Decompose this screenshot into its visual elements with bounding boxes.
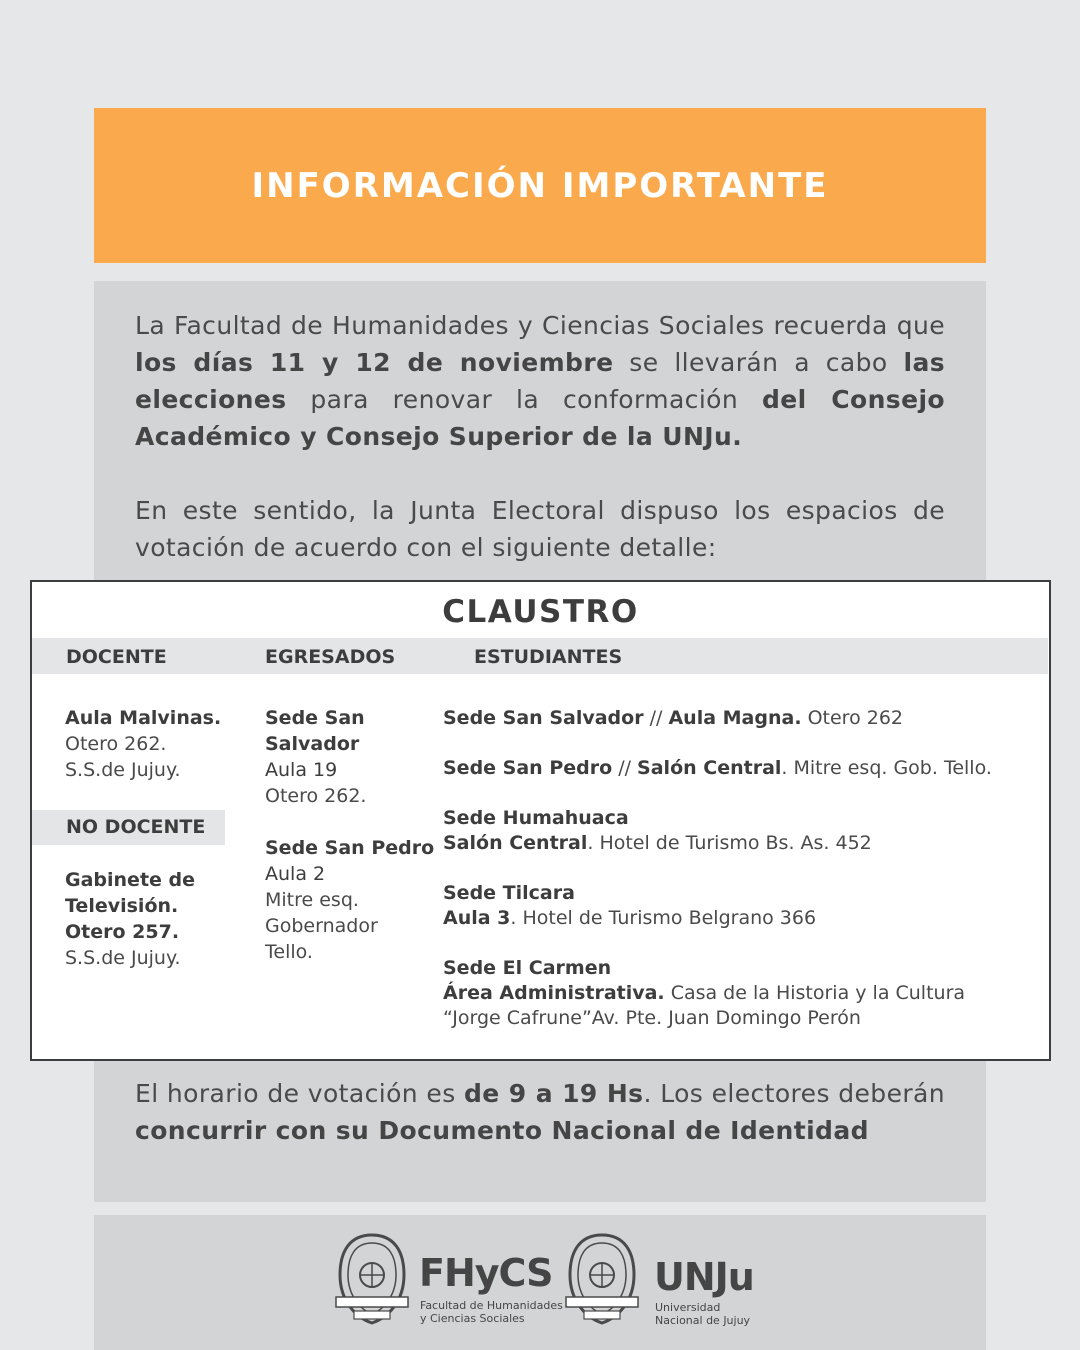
egresados-sede-2: Sede San Pedro (265, 837, 435, 859)
schedule-text-run: concurrir con su Documento Nacional de Identidad (135, 1116, 869, 1145)
estudiantes-lugar: Área Administrativa. (443, 982, 665, 1004)
estudiantes-lugar: Salón Central (637, 757, 782, 779)
no-docente-location (65, 867, 195, 971)
unju-logo-subtitle (655, 1301, 750, 1327)
schedule-text-run: de 9 a 19 Hs (464, 1079, 644, 1108)
fhycs-subtitle-line-2: y Ciencias Sociales (420, 1312, 525, 1325)
no-docente-room-1: Gabinete de (65, 869, 196, 891)
intro-text-run: La Facultad de Humanidades y Ciencias Sociales recuerda que (135, 311, 945, 340)
egresados-aula-1: Aula 19 (265, 759, 338, 781)
egresados-dir-2b: Gobernador (265, 915, 378, 937)
unju-logo-text: UNJu (654, 1255, 754, 1299)
estudiantes-lugar: Aula 3 (443, 907, 511, 929)
footer-logos (94, 1215, 986, 1350)
schedule-paragraph (135, 1075, 945, 1149)
estudiantes-item (443, 881, 816, 931)
egresados-location-1 (265, 705, 366, 809)
intro-text-run: las elecciones (135, 348, 945, 414)
claustro-title: CLAUSTRO (442, 594, 639, 630)
schedule-text-run: . Los electores deberán (643, 1079, 945, 1108)
unju-subtitle-line-1: Universidad (655, 1301, 721, 1314)
university-seal-icon (332, 1231, 412, 1327)
estudiantes-sede: Sede Tilcara (443, 882, 575, 904)
egresados-dir-1: Otero 262. (265, 785, 367, 807)
estudiantes-lugar: Aula Magna. (668, 707, 802, 729)
intro-paragraph-1 (135, 307, 945, 455)
intro-text-run: se llevarán a cabo (613, 348, 904, 377)
estudiantes-dir: . Mitre esq. Gob. Tello. (781, 757, 992, 779)
estudiantes-sede: Sede Humahuaca (443, 807, 629, 829)
egresados-aula-2: Aula 2 (265, 863, 326, 885)
fhycs-logo-text: FHyCS (419, 1251, 553, 1295)
no-docente-address: Otero 257. (65, 921, 180, 943)
egresados-location-2 (265, 835, 434, 965)
egresados-dir-2a: Mitre esq. (265, 889, 359, 911)
no-docente-header: NO DOCENTE (66, 816, 206, 838)
intro-panel (94, 281, 986, 581)
no-docente-city: S.S.de Jujuy. (65, 947, 181, 969)
estudiantes-item (443, 756, 992, 781)
intro-text-run: los días 11 y 12 de noviembre (135, 348, 614, 377)
estudiantes-sede: Sede El Carmen (443, 957, 612, 979)
estudiantes-item (443, 806, 872, 856)
schedule-text-run: El horario de votación es (135, 1079, 464, 1108)
docente-location (65, 705, 221, 783)
docente-city: S.S.de Jujuy. (65, 759, 181, 781)
column-header-docente: DOCENTE (66, 646, 167, 668)
egresados-sede-1b: Salvador (265, 733, 360, 755)
docente-room: Aula Malvinas. (65, 707, 222, 729)
estudiantes-dir: . Hotel de Turismo Belgrano 366 (510, 907, 817, 929)
estudiantes-separator: // (612, 757, 638, 779)
estudiantes-dir: Otero 262 (801, 707, 904, 729)
estudiantes-dir: Casa de la Historia y la Cultura (664, 982, 966, 1004)
no-docente-room-2: Televisión. (65, 895, 179, 917)
unju-subtitle-line-2: Nacional de Jujuy (655, 1314, 751, 1327)
estudiantes-item (443, 706, 903, 731)
estudiantes-separator: // (643, 707, 669, 729)
egresados-dir-2c: Tello. (265, 941, 313, 963)
estudiantes-dir-2: “Jorge Cafrune”Av. Pte. Juan Domingo Perón (443, 1007, 861, 1029)
column-header-egresados: EGRESADOS (265, 646, 396, 668)
estudiantes-sede: Sede San Pedro (443, 757, 613, 779)
fhycs-logo-subtitle (420, 1299, 563, 1325)
intro-text-run: del Consejo Académico y Consejo Superior de la UNJu. (135, 385, 945, 451)
estudiantes-dir: . Hotel de Turismo Bs. As. 452 (587, 832, 872, 854)
fhycs-subtitle-line-1: Facultad de Humanidades (420, 1299, 563, 1312)
schedule-panel (94, 1061, 986, 1202)
header-banner (94, 108, 986, 263)
page-title: INFORMACIÓN IMPORTANTE (251, 165, 829, 206)
egresados-sede-1a: Sede San (265, 707, 365, 729)
university-seal-icon (562, 1231, 642, 1327)
estudiantes-sede: Sede San Salvador (443, 707, 644, 729)
estudiantes-lugar: Salón Central (443, 832, 588, 854)
estudiantes-item (443, 956, 965, 1031)
intro-paragraph-2: En este sentido, la Junta Electoral dispuso los espacios de votación de acuerdo con el siguiente detalle: (135, 496, 945, 562)
docente-address: Otero 262. (65, 733, 167, 755)
column-header-estudiantes: ESTUDIANTES (474, 646, 623, 668)
intro-text-run: para renovar la conformación (286, 385, 763, 414)
